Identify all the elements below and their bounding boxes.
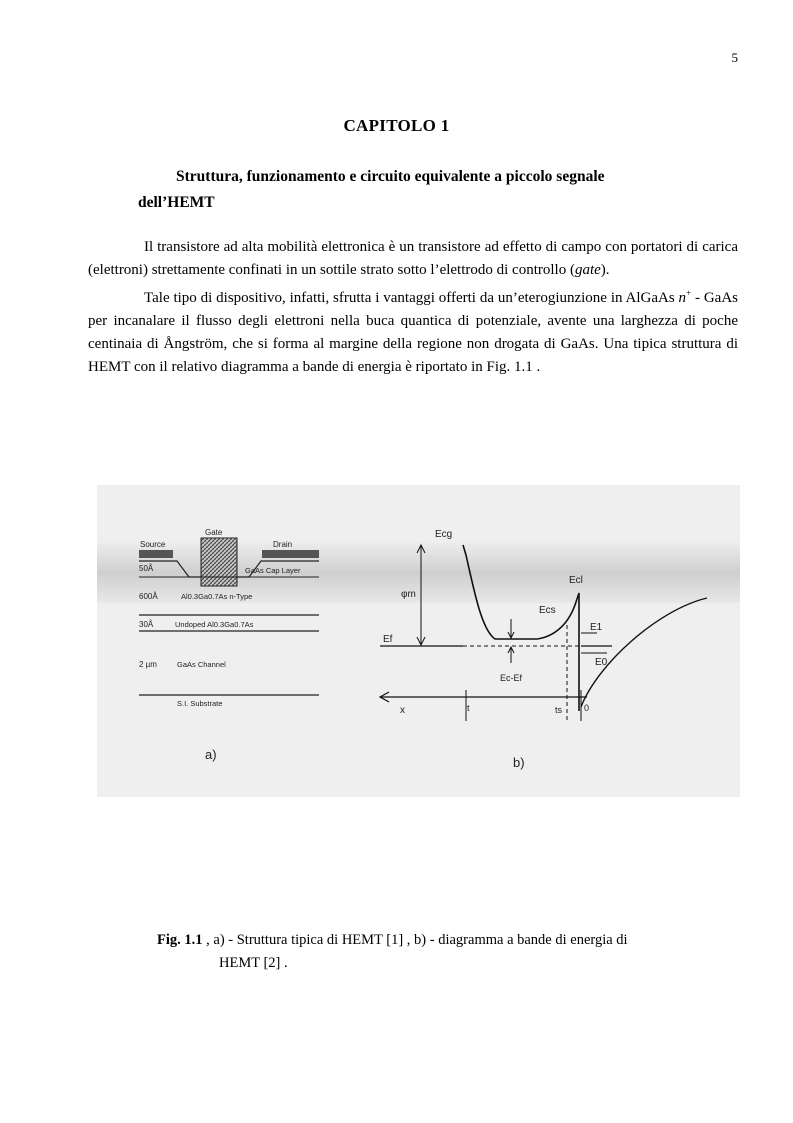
chapter-title-line1: Struttura, funzionamento e circuito equivalente a piccolo segnale (176, 168, 605, 185)
drain-contact (262, 550, 319, 558)
figure-caption (157, 929, 717, 975)
label-ecef: Ec-Ef (500, 673, 523, 683)
paragraph-2-sup: + (686, 288, 692, 298)
source-contact (139, 550, 173, 558)
paragraph-1 (88, 236, 738, 282)
label-ecl: Ecl (569, 575, 583, 586)
body-text (88, 236, 738, 379)
paragraph-2-text-b: - GaAs per incanalare il flusso degli elettroni nella buca quantica di potenziale, avente una larghezza di poche centinaia di Ångström, che si forma al margine della regione non drogata di GaAs. Una tipica struttura di HEMT con il relativo diagramma a bande di energia è riportato in Fig. 1.1 . (88, 290, 738, 375)
label-t: t (467, 703, 470, 713)
caption-text: , a) - Struttura tipica di HEMT [1] , b) - diagramma a bande di energia di (202, 932, 628, 948)
page-number: 5 (731, 50, 738, 65)
paragraph-1-text-a: Il transistore ad alta mobilità elettronica è un transistore ad effetto di campo con portatori di carica (elettroni) strettamente confinati in un sottile strato sotto l’elettrodo di controllo ( (88, 239, 738, 278)
paragraph-2 (88, 282, 738, 379)
label-source: Source (140, 540, 166, 549)
label-phi-m: φm (401, 589, 416, 600)
chapter-heading: CAPITOLO 1 (343, 116, 450, 135)
label-e0: E0 (595, 657, 608, 668)
gate-contact (201, 538, 237, 586)
chapter-title-line2: dell’HEMT (138, 194, 215, 211)
label-e1: E1 (590, 622, 603, 633)
paragraph-1-text-b: ). (600, 262, 610, 278)
caption-line2: HEMT [2] . (219, 955, 288, 971)
label-x: x (400, 705, 405, 716)
paragraph-2-n: n (678, 290, 687, 306)
label-ecg: Ecg (435, 529, 453, 540)
label-ts: ts (555, 705, 563, 715)
label-undoped: Undoped Al0.3Ga0.7As (175, 620, 254, 629)
label-panel-b: b) (513, 755, 525, 770)
paragraph-2-text-a: Tale tipo di dispositivo, infatti, sfrutta i vantaggi offerti da un’eterogiunzione in AlGaAs (144, 290, 679, 306)
label-panel-a: a) (205, 747, 217, 762)
chapter-title (138, 164, 698, 216)
label-2um: 2 µm (139, 660, 157, 669)
label-cap-layer: GaAs Cap Layer (245, 566, 301, 575)
label-channel: GaAs Channel (177, 660, 226, 669)
label-substrate: S.I. Substrate (177, 699, 223, 708)
label-ecs: Ecs (539, 605, 556, 616)
label-600a: 600Å (139, 592, 158, 601)
label-drain: Drain (273, 540, 293, 549)
label-gate: Gate (205, 528, 223, 537)
label-30a: 30Å (139, 620, 154, 629)
paragraph-1-italic: gate (574, 262, 601, 278)
label-algaas-n: Al0.3Ga0.7As n-Type (181, 592, 253, 601)
figure-1-1 (97, 485, 740, 797)
label-ef: Ef (383, 634, 393, 645)
label-zero: 0 (584, 703, 590, 713)
label-50a: 50Å (139, 564, 154, 573)
caption-label: Fig. 1.1 (157, 932, 203, 948)
